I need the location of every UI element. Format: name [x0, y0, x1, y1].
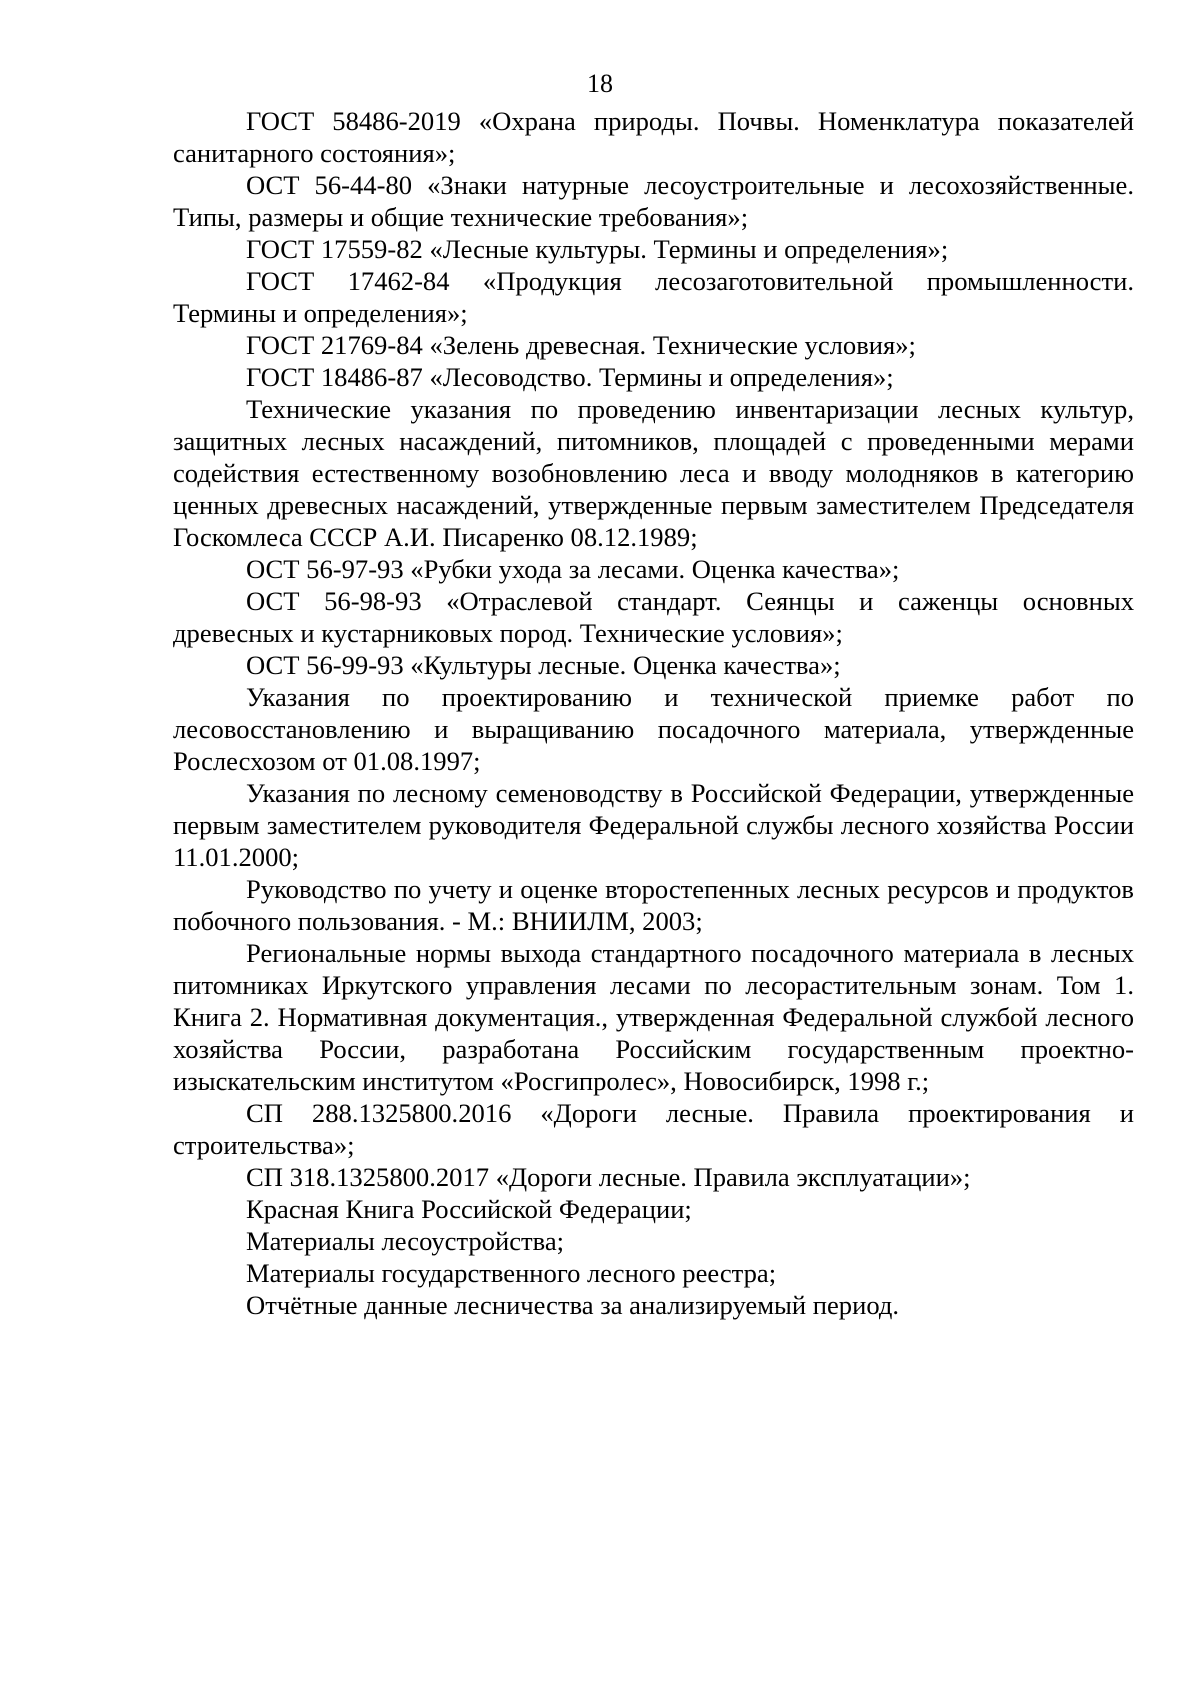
reference-item: Технические указания по проведению инвентаризации лесных культур, защитных лесных насаждений, питомников, площадей с проведенными мерами содействия естественному возобновлению леса и вводу молодняков в категорию ценных древесных насаждений, утвержденные первым заместителем Председателя Госкомлеса СССР А.И. Писаренко 08.12.1989;	[173, 394, 1134, 552]
reference-item: ОСТ 56-44-80 «Знаки натурные лесоустроительные и лесохозяйственные. Типы, размеры и общие технические требования»;	[173, 170, 1134, 232]
reference-item: ГОСТ 18486-87 «Лесоводство. Термины и определения»;	[246, 362, 894, 392]
reference-item: Указания по лесному семеноводству в Российской Федерации, утвержденные первым заместителем руководителя Федеральной службы лесного хозяйства России 11.01.2000;	[173, 778, 1134, 872]
reference-item: СП 288.1325800.2016 «Дороги лесные. Правила проектирования и строительства»;	[173, 1098, 1134, 1160]
reference-item: Красная Книга Российской Федерации;	[246, 1194, 692, 1224]
reference-item: ОСТ 56-97-93 «Рубки ухода за лесами. Оценка качества»;	[246, 554, 900, 584]
reference-item: Отчётные данные лесничества за анализируемый период.	[246, 1290, 900, 1320]
reference-item: Указания по проектированию и технической приемке работ по лесовосстановлению и выращиванию посадочного материала, утвержденные Рослесхозом от 01.08.1997;	[173, 682, 1134, 776]
reference-item: Материалы государственного лесного реестра;	[246, 1258, 777, 1288]
reference-item: Материалы лесоустройства;	[246, 1226, 565, 1256]
reference-item: Региональные нормы выхода стандартного посадочного материала в лесных питомниках Иркутского управления лесами по лесорастительным зонам. Том 1. Книга 2. Нормативная документация., утвержденная Федеральной службой лесного хозяйства России, разработана Российским государственным проектно-изыскательским институтом «Росгипролес», Новосибирск, 1998 г.;	[173, 938, 1134, 1096]
reference-item: ГОСТ 21769-84 «Зелень древесная. Технические условия»;	[246, 330, 916, 360]
reference-item: ОСТ 56-99-93 «Культуры лесные. Оценка качества»;	[246, 650, 841, 680]
reference-item: ГОСТ 58486-2019 «Охрана природы. Почвы. Номенклатура показателей санитарного состояния»;	[173, 106, 1134, 168]
reference-item: ГОСТ 17559-82 «Лесные культуры. Термины и определения»;	[246, 234, 949, 264]
page-number: 18	[587, 69, 613, 98]
reference-item: СП 318.1325800.2017 «Дороги лесные. Правила эксплуатации»;	[246, 1162, 971, 1192]
reference-list	[173, 105, 1134, 1321]
reference-item: Руководство по учету и оценке второстепенных лесных ресурсов и продуктов побочного пользования. - М.: ВНИИЛМ, 2003;	[173, 874, 1134, 936]
reference-item: ОСТ 56-98-93 «Отраслевой стандарт. Сеянцы и саженцы основных древесных и кустарниковых пород. Технические условия»;	[173, 586, 1134, 648]
reference-item: ГОСТ 17462-84 «Продукция лесозаготовительной промышленности. Термины и определения»;	[173, 266, 1134, 328]
